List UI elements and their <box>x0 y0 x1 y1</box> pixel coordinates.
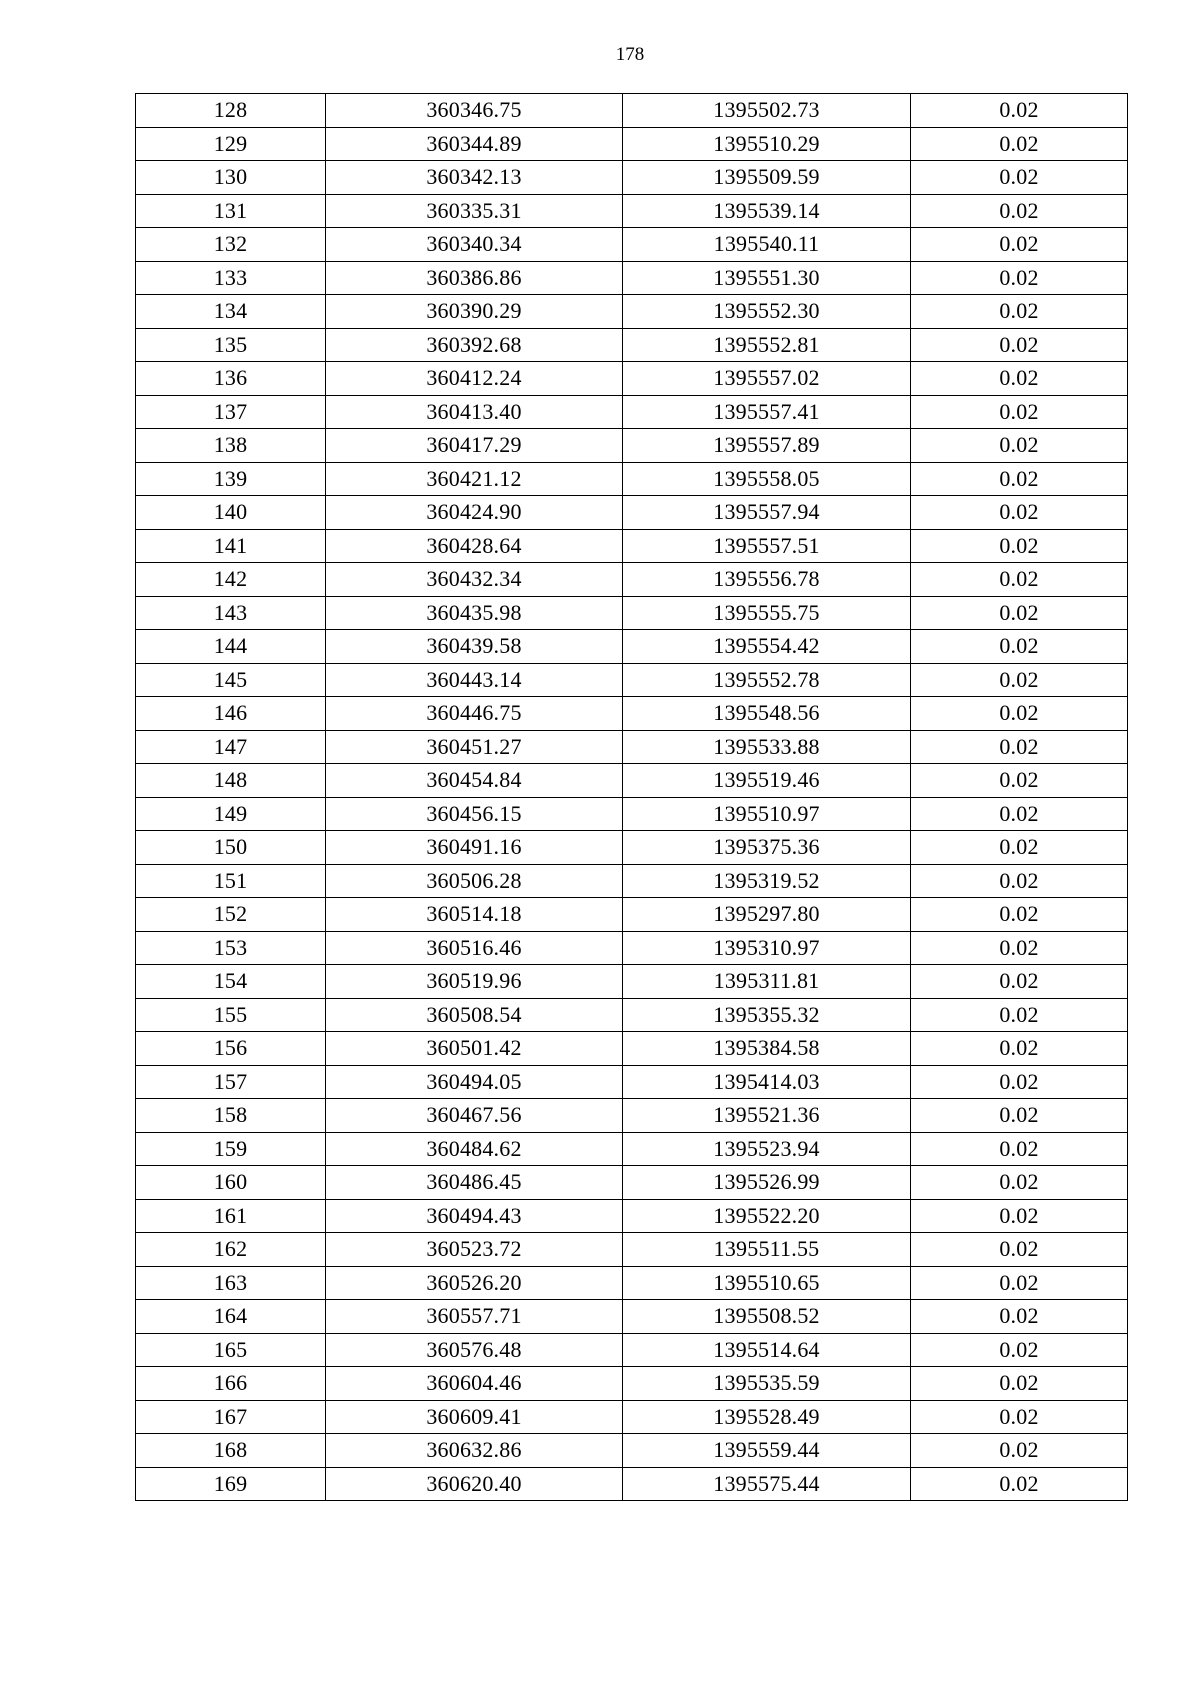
y-coordinate-cell: 1395511.55 <box>623 1233 911 1267</box>
table-row <box>136 529 1128 563</box>
table-row <box>136 362 1128 396</box>
error-value-cell: 0.02 <box>911 1266 1128 1300</box>
table-row <box>136 94 1128 128</box>
y-coordinate-cell: 1395533.88 <box>623 730 911 764</box>
point-number-cell: 135 <box>136 328 326 362</box>
y-coordinate-cell: 1395355.32 <box>623 998 911 1032</box>
x-coordinate-cell: 360392.68 <box>326 328 623 362</box>
point-number-cell: 151 <box>136 864 326 898</box>
x-coordinate-cell: 360632.86 <box>326 1434 623 1468</box>
error-value-cell: 0.02 <box>911 697 1128 731</box>
table-row <box>136 1132 1128 1166</box>
table-row <box>136 161 1128 195</box>
error-value-cell: 0.02 <box>911 1333 1128 1367</box>
table-row <box>136 1400 1128 1434</box>
error-value-cell: 0.02 <box>911 194 1128 228</box>
y-coordinate-cell: 1395319.52 <box>623 864 911 898</box>
y-coordinate-cell: 1395502.73 <box>623 94 911 128</box>
point-number-cell: 138 <box>136 429 326 463</box>
table-row <box>136 194 1128 228</box>
y-coordinate-cell: 1395310.97 <box>623 931 911 965</box>
x-coordinate-cell: 360344.89 <box>326 127 623 161</box>
x-coordinate-cell: 360428.64 <box>326 529 623 563</box>
x-coordinate-cell: 360421.12 <box>326 462 623 496</box>
error-value-cell: 0.02 <box>911 1065 1128 1099</box>
x-coordinate-cell: 360519.96 <box>326 965 623 999</box>
x-coordinate-cell: 360346.75 <box>326 94 623 128</box>
point-number-cell: 139 <box>136 462 326 496</box>
error-value-cell: 0.02 <box>911 797 1128 831</box>
x-coordinate-cell: 360335.31 <box>326 194 623 228</box>
coordinates-table-body <box>136 94 1128 1501</box>
error-value-cell: 0.02 <box>911 1166 1128 1200</box>
point-number-cell: 133 <box>136 261 326 295</box>
x-coordinate-cell: 360412.24 <box>326 362 623 396</box>
error-value-cell: 0.02 <box>911 1367 1128 1401</box>
error-value-cell: 0.02 <box>911 1099 1128 1133</box>
y-coordinate-cell: 1395539.14 <box>623 194 911 228</box>
error-value-cell: 0.02 <box>911 730 1128 764</box>
point-number-cell: 134 <box>136 295 326 329</box>
y-coordinate-cell: 1395557.94 <box>623 496 911 530</box>
point-number-cell: 143 <box>136 596 326 630</box>
table-row <box>136 1199 1128 1233</box>
table-row <box>136 898 1128 932</box>
y-coordinate-cell: 1395557.51 <box>623 529 911 563</box>
y-coordinate-cell: 1395526.99 <box>623 1166 911 1200</box>
x-coordinate-cell: 360501.42 <box>326 1032 623 1066</box>
y-coordinate-cell: 1395552.81 <box>623 328 911 362</box>
x-coordinate-cell: 360514.18 <box>326 898 623 932</box>
error-value-cell: 0.02 <box>911 496 1128 530</box>
x-coordinate-cell: 360432.34 <box>326 563 623 597</box>
point-number-cell: 148 <box>136 764 326 798</box>
error-value-cell: 0.02 <box>911 395 1128 429</box>
table-row <box>136 663 1128 697</box>
table-row <box>136 1266 1128 1300</box>
y-coordinate-cell: 1395557.41 <box>623 395 911 429</box>
error-value-cell: 0.02 <box>911 965 1128 999</box>
x-coordinate-cell: 360413.40 <box>326 395 623 429</box>
x-coordinate-cell: 360609.41 <box>326 1400 623 1434</box>
x-coordinate-cell: 360620.40 <box>326 1467 623 1501</box>
x-coordinate-cell: 360604.46 <box>326 1367 623 1401</box>
table-row <box>136 998 1128 1032</box>
table-row <box>136 1065 1128 1099</box>
table-row <box>136 764 1128 798</box>
error-value-cell: 0.02 <box>911 1467 1128 1501</box>
y-coordinate-cell: 1395414.03 <box>623 1065 911 1099</box>
error-value-cell: 0.02 <box>911 1132 1128 1166</box>
error-value-cell: 0.02 <box>911 228 1128 262</box>
table-row <box>136 697 1128 731</box>
y-coordinate-cell: 1395554.42 <box>623 630 911 664</box>
y-coordinate-cell: 1395522.20 <box>623 1199 911 1233</box>
error-value-cell: 0.02 <box>911 596 1128 630</box>
x-coordinate-cell: 360526.20 <box>326 1266 623 1300</box>
point-number-cell: 159 <box>136 1132 326 1166</box>
y-coordinate-cell: 1395540.11 <box>623 228 911 262</box>
error-value-cell: 0.02 <box>911 898 1128 932</box>
error-value-cell: 0.02 <box>911 1032 1128 1066</box>
error-value-cell: 0.02 <box>911 1300 1128 1334</box>
x-coordinate-cell: 360446.75 <box>326 697 623 731</box>
point-number-cell: 150 <box>136 831 326 865</box>
y-coordinate-cell: 1395297.80 <box>623 898 911 932</box>
x-coordinate-cell: 360557.71 <box>326 1300 623 1334</box>
y-coordinate-cell: 1395555.75 <box>623 596 911 630</box>
table-row <box>136 1367 1128 1401</box>
point-number-cell: 158 <box>136 1099 326 1133</box>
table-row <box>136 563 1128 597</box>
x-coordinate-cell: 360340.34 <box>326 228 623 262</box>
y-coordinate-cell: 1395509.59 <box>623 161 911 195</box>
point-number-cell: 154 <box>136 965 326 999</box>
y-coordinate-cell: 1395528.49 <box>623 1400 911 1434</box>
x-coordinate-cell: 360342.13 <box>326 161 623 195</box>
point-number-cell: 152 <box>136 898 326 932</box>
x-coordinate-cell: 360456.15 <box>326 797 623 831</box>
x-coordinate-cell: 360417.29 <box>326 429 623 463</box>
x-coordinate-cell: 360424.90 <box>326 496 623 530</box>
point-number-cell: 160 <box>136 1166 326 1200</box>
table-row <box>136 1467 1128 1501</box>
table-row <box>136 429 1128 463</box>
point-number-cell: 130 <box>136 161 326 195</box>
error-value-cell: 0.02 <box>911 462 1128 496</box>
error-value-cell: 0.02 <box>911 831 1128 865</box>
table-row <box>136 596 1128 630</box>
table-row <box>136 797 1128 831</box>
point-number-cell: 157 <box>136 1065 326 1099</box>
error-value-cell: 0.02 <box>911 94 1128 128</box>
error-value-cell: 0.02 <box>911 563 1128 597</box>
y-coordinate-cell: 1395552.78 <box>623 663 911 697</box>
point-number-cell: 129 <box>136 127 326 161</box>
table-row <box>136 630 1128 664</box>
table-row <box>136 295 1128 329</box>
y-coordinate-cell: 1395548.56 <box>623 697 911 731</box>
x-coordinate-cell: 360386.86 <box>326 261 623 295</box>
x-coordinate-cell: 360443.14 <box>326 663 623 697</box>
y-coordinate-cell: 1395510.65 <box>623 1266 911 1300</box>
y-coordinate-cell: 1395535.59 <box>623 1367 911 1401</box>
error-value-cell: 0.02 <box>911 161 1128 195</box>
point-number-cell: 163 <box>136 1266 326 1300</box>
y-coordinate-cell: 1395557.89 <box>623 429 911 463</box>
error-value-cell: 0.02 <box>911 864 1128 898</box>
x-coordinate-cell: 360451.27 <box>326 730 623 764</box>
x-coordinate-cell: 360494.43 <box>326 1199 623 1233</box>
table-row <box>136 931 1128 965</box>
y-coordinate-cell: 1395551.30 <box>623 261 911 295</box>
error-value-cell: 0.02 <box>911 529 1128 563</box>
error-value-cell: 0.02 <box>911 295 1128 329</box>
x-coordinate-cell: 360435.98 <box>326 596 623 630</box>
point-number-cell: 156 <box>136 1032 326 1066</box>
table-row <box>136 228 1128 262</box>
point-number-cell: 144 <box>136 630 326 664</box>
y-coordinate-cell: 1395557.02 <box>623 362 911 396</box>
y-coordinate-cell: 1395558.05 <box>623 462 911 496</box>
y-coordinate-cell: 1395510.97 <box>623 797 911 831</box>
error-value-cell: 0.02 <box>911 1233 1128 1267</box>
point-number-cell: 142 <box>136 563 326 597</box>
y-coordinate-cell: 1395523.94 <box>623 1132 911 1166</box>
error-value-cell: 0.02 <box>911 630 1128 664</box>
table-row <box>136 1099 1128 1133</box>
x-coordinate-cell: 360508.54 <box>326 998 623 1032</box>
x-coordinate-cell: 360516.46 <box>326 931 623 965</box>
error-value-cell: 0.02 <box>911 261 1128 295</box>
error-value-cell: 0.02 <box>911 998 1128 1032</box>
point-number-cell: 137 <box>136 395 326 429</box>
x-coordinate-cell: 360486.45 <box>326 1166 623 1200</box>
x-coordinate-cell: 360576.48 <box>326 1333 623 1367</box>
table-row <box>136 1333 1128 1367</box>
error-value-cell: 0.02 <box>911 1434 1128 1468</box>
error-value-cell: 0.02 <box>911 931 1128 965</box>
table-row <box>136 127 1128 161</box>
table-row <box>136 395 1128 429</box>
y-coordinate-cell: 1395559.44 <box>623 1434 911 1468</box>
table-row <box>136 1233 1128 1267</box>
point-number-cell: 164 <box>136 1300 326 1334</box>
table-row <box>136 965 1128 999</box>
point-number-cell: 161 <box>136 1199 326 1233</box>
y-coordinate-cell: 1395510.29 <box>623 127 911 161</box>
point-number-cell: 128 <box>136 94 326 128</box>
x-coordinate-cell: 360454.84 <box>326 764 623 798</box>
table-row <box>136 328 1128 362</box>
y-coordinate-cell: 1395575.44 <box>623 1467 911 1501</box>
x-coordinate-cell: 360467.56 <box>326 1099 623 1133</box>
point-number-cell: 136 <box>136 362 326 396</box>
error-value-cell: 0.02 <box>911 328 1128 362</box>
page-number: 178 <box>615 44 645 65</box>
table-row <box>136 1032 1128 1066</box>
point-number-cell: 149 <box>136 797 326 831</box>
x-coordinate-cell: 360491.16 <box>326 831 623 865</box>
error-value-cell: 0.02 <box>911 663 1128 697</box>
error-value-cell: 0.02 <box>911 429 1128 463</box>
point-number-cell: 169 <box>136 1467 326 1501</box>
point-number-cell: 167 <box>136 1400 326 1434</box>
y-coordinate-cell: 1395552.30 <box>623 295 911 329</box>
error-value-cell: 0.02 <box>911 1400 1128 1434</box>
point-number-cell: 141 <box>136 529 326 563</box>
point-number-cell: 155 <box>136 998 326 1032</box>
x-coordinate-cell: 360484.62 <box>326 1132 623 1166</box>
error-value-cell: 0.02 <box>911 1199 1128 1233</box>
point-number-cell: 153 <box>136 931 326 965</box>
point-number-cell: 146 <box>136 697 326 731</box>
table-row <box>136 1166 1128 1200</box>
table-row <box>136 1434 1128 1468</box>
table-row <box>136 1300 1128 1334</box>
coordinates-table <box>135 93 1128 1501</box>
x-coordinate-cell: 360523.72 <box>326 1233 623 1267</box>
point-number-cell: 131 <box>136 194 326 228</box>
y-coordinate-cell: 1395519.46 <box>623 764 911 798</box>
table-row <box>136 496 1128 530</box>
point-number-cell: 140 <box>136 496 326 530</box>
point-number-cell: 147 <box>136 730 326 764</box>
point-number-cell: 145 <box>136 663 326 697</box>
y-coordinate-cell: 1395556.78 <box>623 563 911 597</box>
table-row <box>136 730 1128 764</box>
x-coordinate-cell: 360439.58 <box>326 630 623 664</box>
y-coordinate-cell: 1395508.52 <box>623 1300 911 1334</box>
point-number-cell: 165 <box>136 1333 326 1367</box>
y-coordinate-cell: 1395521.36 <box>623 1099 911 1133</box>
error-value-cell: 0.02 <box>911 127 1128 161</box>
table-row <box>136 462 1128 496</box>
error-value-cell: 0.02 <box>911 362 1128 396</box>
y-coordinate-cell: 1395384.58 <box>623 1032 911 1066</box>
error-value-cell: 0.02 <box>911 764 1128 798</box>
table-row <box>136 831 1128 865</box>
point-number-cell: 166 <box>136 1367 326 1401</box>
y-coordinate-cell: 1395514.64 <box>623 1333 911 1367</box>
y-coordinate-cell: 1395311.81 <box>623 965 911 999</box>
x-coordinate-cell: 360506.28 <box>326 864 623 898</box>
y-coordinate-cell: 1395375.36 <box>623 831 911 865</box>
point-number-cell: 168 <box>136 1434 326 1468</box>
table-row <box>136 261 1128 295</box>
table-row <box>136 864 1128 898</box>
point-number-cell: 132 <box>136 228 326 262</box>
x-coordinate-cell: 360494.05 <box>326 1065 623 1099</box>
x-coordinate-cell: 360390.29 <box>326 295 623 329</box>
point-number-cell: 162 <box>136 1233 326 1267</box>
